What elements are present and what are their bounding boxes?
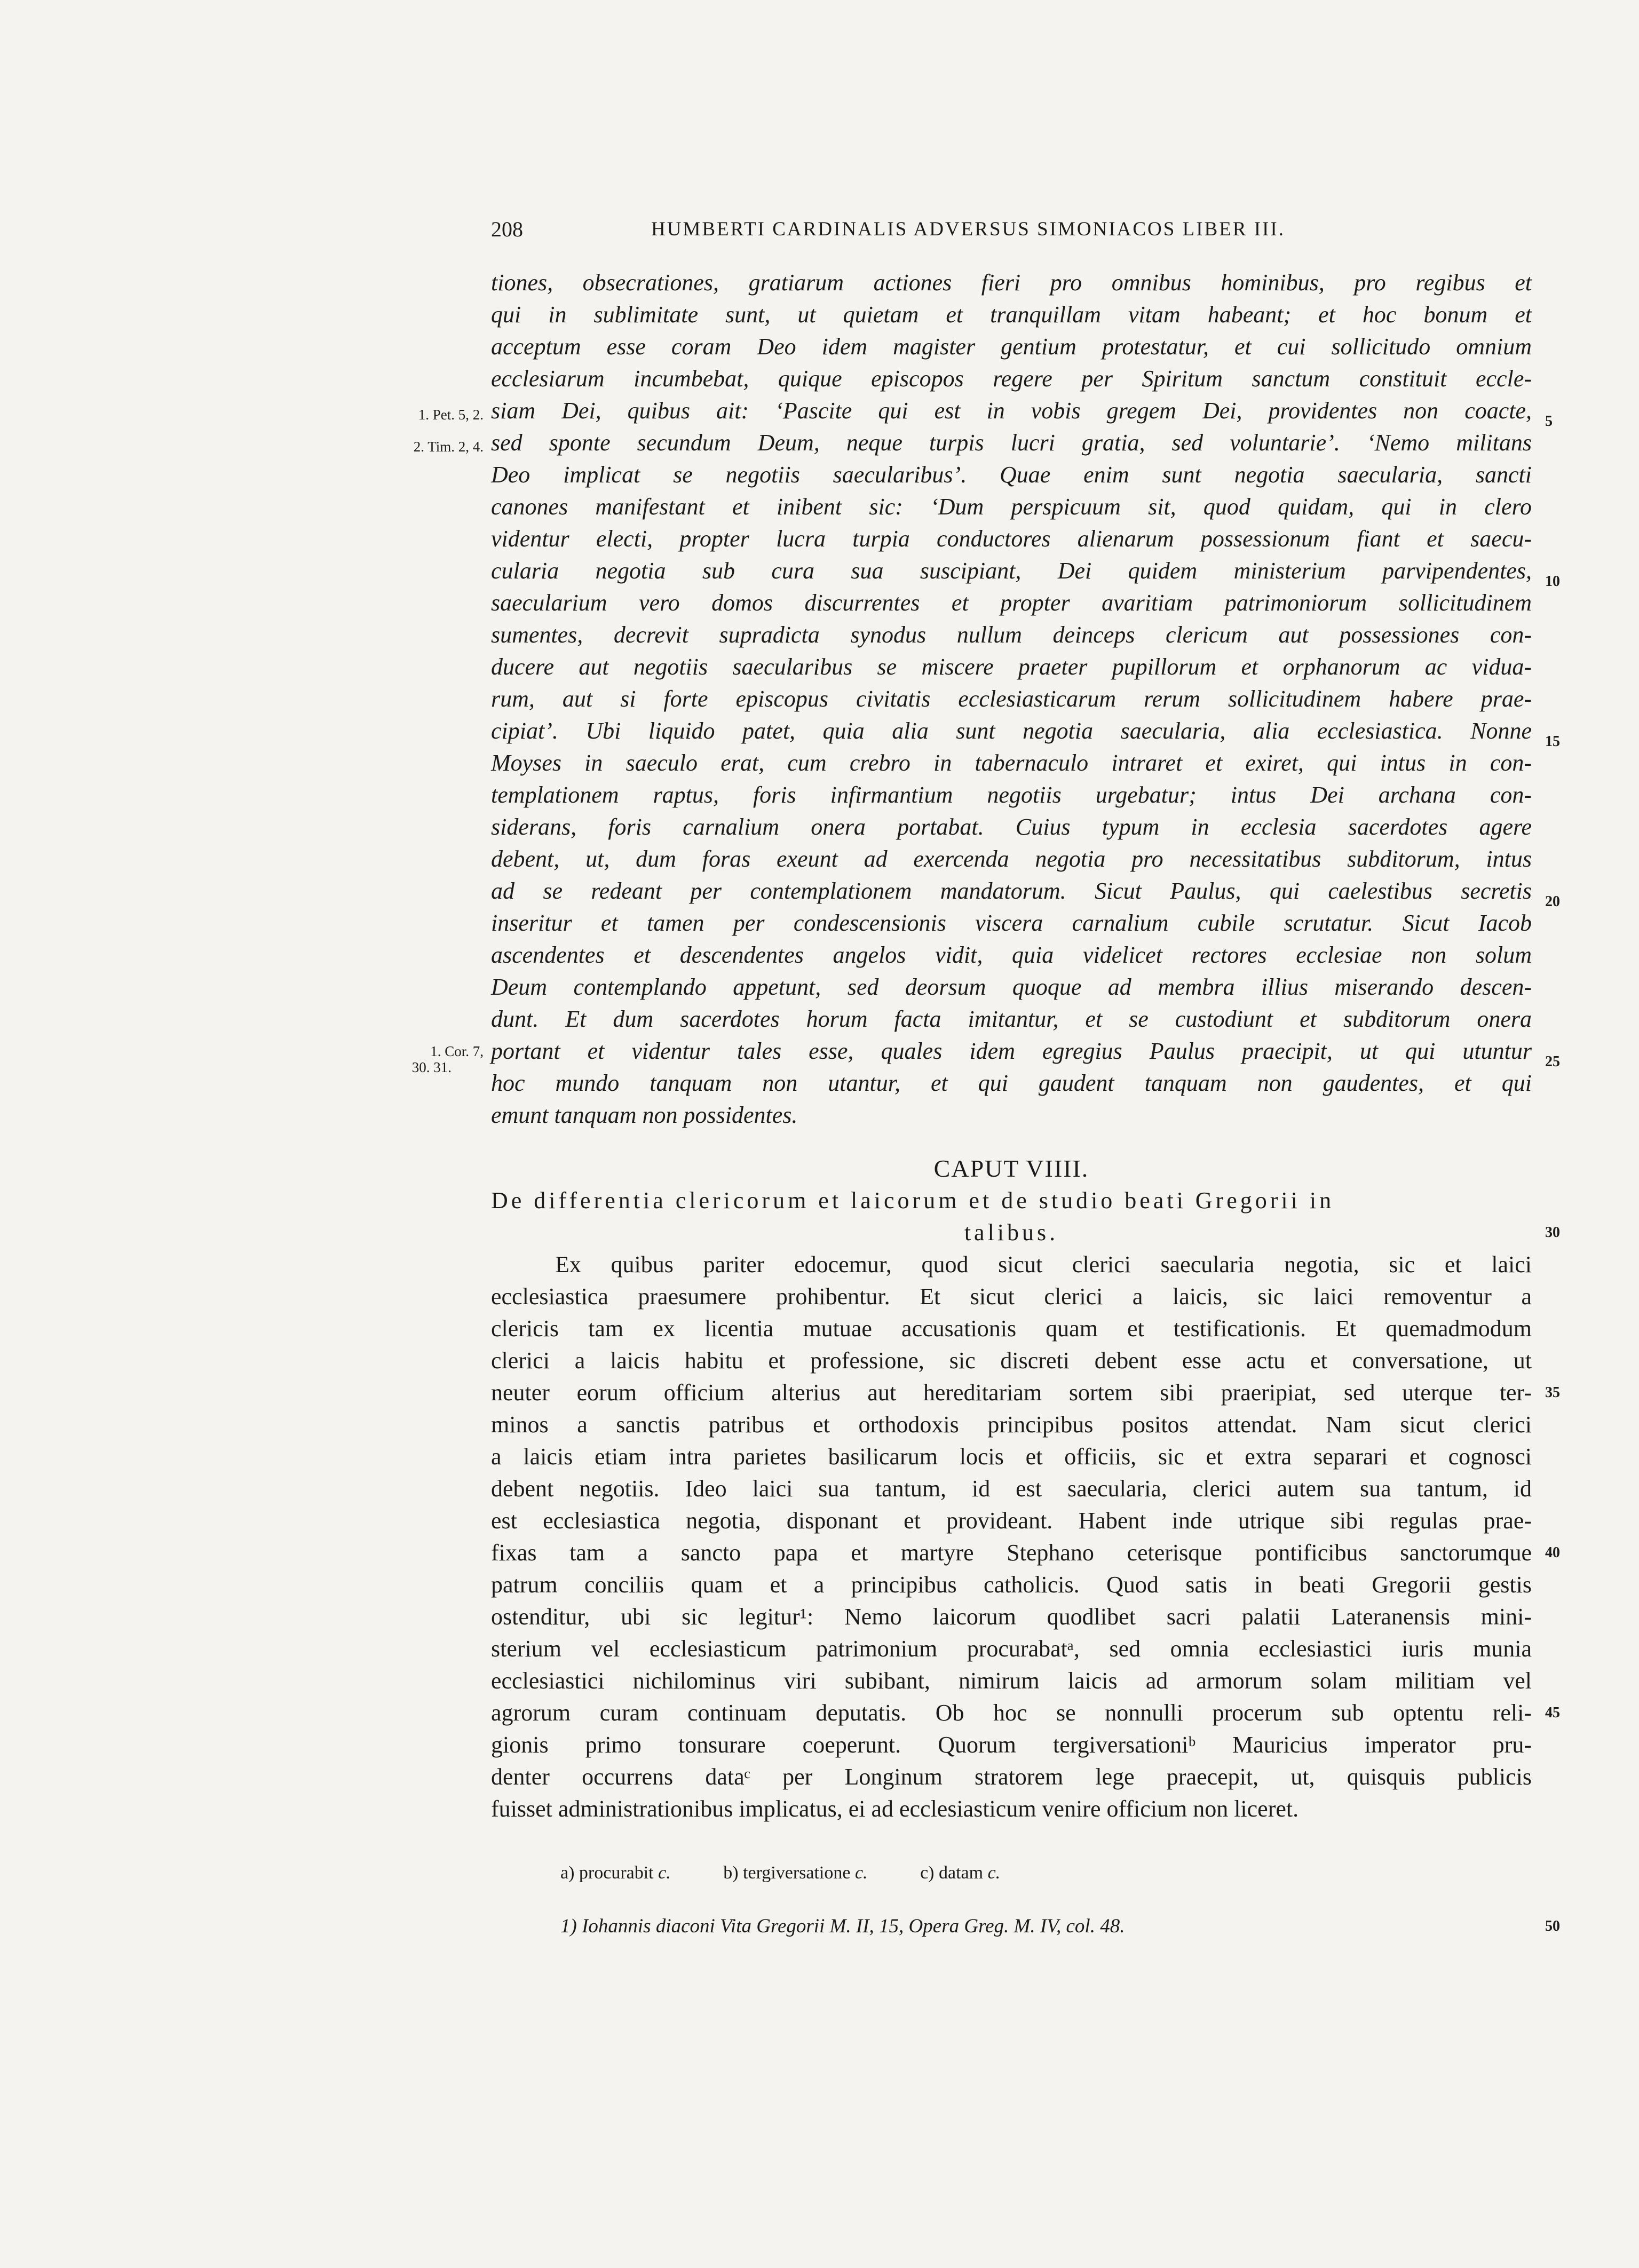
running-header: [491, 213, 1532, 245]
text-line: hoc mundo tanquam non utantur, et qui gaudent tanquam non gaudentes, et qui: [491, 1070, 1532, 1096]
text-line: debent, ut, dum foras exeunt ad exercenda negotia pro necessitatibus subditorum, intus: [491, 846, 1532, 872]
chapter-heading: CAPUT VIIII.: [933, 1155, 1089, 1182]
chapter-title-line-2: talibus.: [964, 1219, 1059, 1246]
text-line: minos a sanctis patribus et orthodoxis principibus positos attendat. Nam sicut clerici: [491, 1411, 1532, 1438]
source-footnote: 1) Iohannis diaconi Vita Gregorii M. II, 15, Opera Greg. M. IV, col. 48.: [560, 1915, 1125, 1937]
text-line: a laicis etiam intra parietes basilicarum locis et officiis, sic et extra separari et cognosci: [491, 1444, 1532, 1470]
text-line: clerici a laicis habitu et professione, sic discreti debent esse actu et conversatione, ut: [491, 1347, 1532, 1374]
text-line: ecclesiastica praesumere prohibentur. Et sicut clerici a laicis, sic laici removentur a: [491, 1283, 1532, 1310]
text-line: cularia negotia sub cura sua suscipiant, Dei quidem ministerium parvipendentes,: [491, 558, 1532, 584]
text-line: gionis primo tonsurare coeperunt. Quorum tergiversationiᵇ Mauricius imperator pru-: [491, 1732, 1532, 1758]
roman-text-block: [491, 1249, 1532, 1825]
text-line: ecclesiarum incumbebat, quique episcopos regere per Spiritum sanctum constituit eccle-: [491, 366, 1532, 392]
line-number-35: 35: [1545, 1384, 1560, 1401]
line-number-25: 25: [1545, 1053, 1560, 1070]
text-line: ad se redeant per contemplationem mandatorum. Sicut Paulus, qui caelestibus secretis: [491, 878, 1532, 904]
text-line: rum, aut si forte episcopus civitatis ecclesiasticarum rerum sollicitudinem habere prae-: [491, 686, 1532, 712]
text-line: inseritur et tamen per condescensionis viscera carnalium cubile scrutatur. Sicut Iacob: [491, 910, 1532, 936]
margin-reference-tim: 2. Tim. 2, 4.: [413, 439, 484, 455]
text-line: Deo implicat se negotiis saecularibus’. Quae enim sunt negotia saecularia, sancti: [491, 462, 1532, 488]
running-head: HUMBERTI CARDINALIS ADVERSUS SIMONIACOS LIBER III.: [651, 218, 1285, 240]
line-number-5: 5: [1545, 413, 1553, 430]
text-line: ecclesiastici nichilominus viri subibant, nimirum laicis ad armorum solam militiam vel: [491, 1668, 1532, 1694]
text-line: patrum conciliis quam et a principibus catholicis. Quod satis in beati Gregorii gestis: [491, 1572, 1532, 1598]
text-line: agrorum curam continuam deputatis. Ob hoc se nonnulli procerum sub optentu reli-: [491, 1700, 1532, 1726]
text-line: Moyses in saeculo erat, cum crebro in tabernaculo intraret et exiret, qui intus in con-: [491, 750, 1532, 776]
text-line: emunt tanquam non possidentes.: [491, 1102, 798, 1128]
text-line: fuisset administrationibus implicatus, ei ad ecclesiasticum venire officium non liceret.: [491, 1796, 1299, 1822]
line-number-20: 20: [1545, 893, 1560, 910]
text-line: siam Dei, quibus ait: ‘Pascite qui est in vobis gregem Dei, providentes non coacte,: [491, 398, 1532, 424]
text-line: sed sponte secundum Deum, neque turpis lucri gratia, sed voluntarie’. ‘Nemo militans: [491, 430, 1532, 456]
text-line: saecularium vero domos discurrentes et propter avaritiam patrimoniorum sollicitudinem: [491, 590, 1532, 616]
variant-footnotes: [560, 1857, 1468, 1889]
line-number-15: 15: [1545, 733, 1560, 750]
margin-reference-pet: 1. Pet. 5, 2.: [418, 407, 484, 423]
line-number-40: 40: [1545, 1544, 1560, 1561]
footnote-c: c) datam c.: [920, 1863, 1001, 1883]
footnote-a: a) procurabit c.: [560, 1863, 671, 1883]
text-line: Deum contemplando appetunt, sed deorsum quoque ad membra illius miserando descen-: [491, 974, 1532, 1000]
text-line: est ecclesiastica negotia, disponant et provideant. Habent inde utrique sibi regulas prae-: [491, 1508, 1532, 1534]
text-line: neuter eorum officium alterius aut hereditariam sortem sibi praeripiat, sed uterque ter-: [491, 1379, 1532, 1406]
text-line: dunt. Et dum sacerdotes horum facta imitantur, et se custodiunt et subditorum onera: [491, 1006, 1532, 1032]
line-number-50: 50: [1545, 1918, 1560, 1934]
text-line: sterium vel ecclesiasticum patrimonium procurabatᵃ, sed omnia ecclesiastici iuris munia: [491, 1636, 1532, 1662]
line-number-45: 45: [1545, 1704, 1560, 1721]
text-line: videntur electi, propter lucra turpia conductores alienarum possessionum fiant et saecu-: [491, 526, 1532, 552]
text-line: Ex quibus pariter edocemur, quod sicut clerici saecularia negotia, sic et laici: [555, 1251, 1532, 1278]
text-line: qui in sublimitate sunt, ut quietam et tranquillam vitam habeant; et hoc bonum et: [491, 302, 1532, 328]
text-line: canones manifestant et inibent sic: ‘Dum perspicuum sit, quod quidam, qui in clero: [491, 494, 1532, 520]
text-line: clericis tam ex licentia mutuae accusationis quam et testificationis. Et quemadmodum: [491, 1315, 1532, 1342]
italic-text-block: [491, 267, 1532, 1131]
line-number-30: 30: [1545, 1224, 1560, 1241]
text-line: acceptum esse coram Deo idem magister gentium protestatur, et cui sollicitudo omnium: [491, 334, 1532, 360]
footnote-b: b) tergiversatione c.: [723, 1863, 868, 1883]
text-line: tiones, obsecrationes, gratiarum actiones fieri pro omnibus hominibus, pro regibus et: [491, 269, 1532, 296]
line-number-10: 10: [1545, 573, 1560, 590]
page-number: 208: [491, 217, 523, 241]
text-line: debent negotiis. Ideo laici sua tantum, id est saecularia, clerici autem sua tantum, id: [491, 1476, 1532, 1502]
text-line: cipiat’. Ubi liquido patet, quia alia sunt negotia saecularia, alia ecclesiastica. Nonne: [491, 718, 1532, 744]
text-line: templationem raptus, foris infirmantium negotiis urgebatur; intus Dei archana con-: [491, 782, 1532, 808]
text-line: siderans, foris carnalium onera portabat. Cuius typum in ecclesia sacerdotes agere: [491, 814, 1532, 840]
chapter-title-line-1: De differentia clericorum et laicorum et de studio beati Gregorii in: [491, 1187, 1335, 1214]
text-line: fixas tam a sancto papa et martyre Stephano ceterisque pontificibus sanctorumque: [491, 1540, 1532, 1566]
text-line: denter occurrens dataᶜ per Longinum stratorem lege praecepit, ut, quisquis publicis: [491, 1764, 1532, 1790]
margin-reference-cor: 1. Cor. 7, 30. 31.: [411, 1043, 484, 1075]
text-line: portant et videntur tales esse, quales idem egregius Paulus praecipit, ut qui utuntur: [491, 1038, 1532, 1064]
chapter-title: [491, 1185, 1532, 1249]
text-line: ostenditur, ubi sic legitur¹: Nemo laicorum quodlibet sacri palatii Lateranensis mini-: [491, 1604, 1532, 1630]
text-line: ducere aut negotiis saecularibus se miscere praeter pupillorum et orphanorum ac vidua-: [491, 654, 1532, 680]
text-line: sumentes, decrevit supradicta synodus nullum deinceps clericum aut possessiones con-: [491, 622, 1532, 648]
text-line: ascendentes et descendentes angelos vidit, quia videlicet rectores ecclesiae non solum: [491, 942, 1532, 968]
